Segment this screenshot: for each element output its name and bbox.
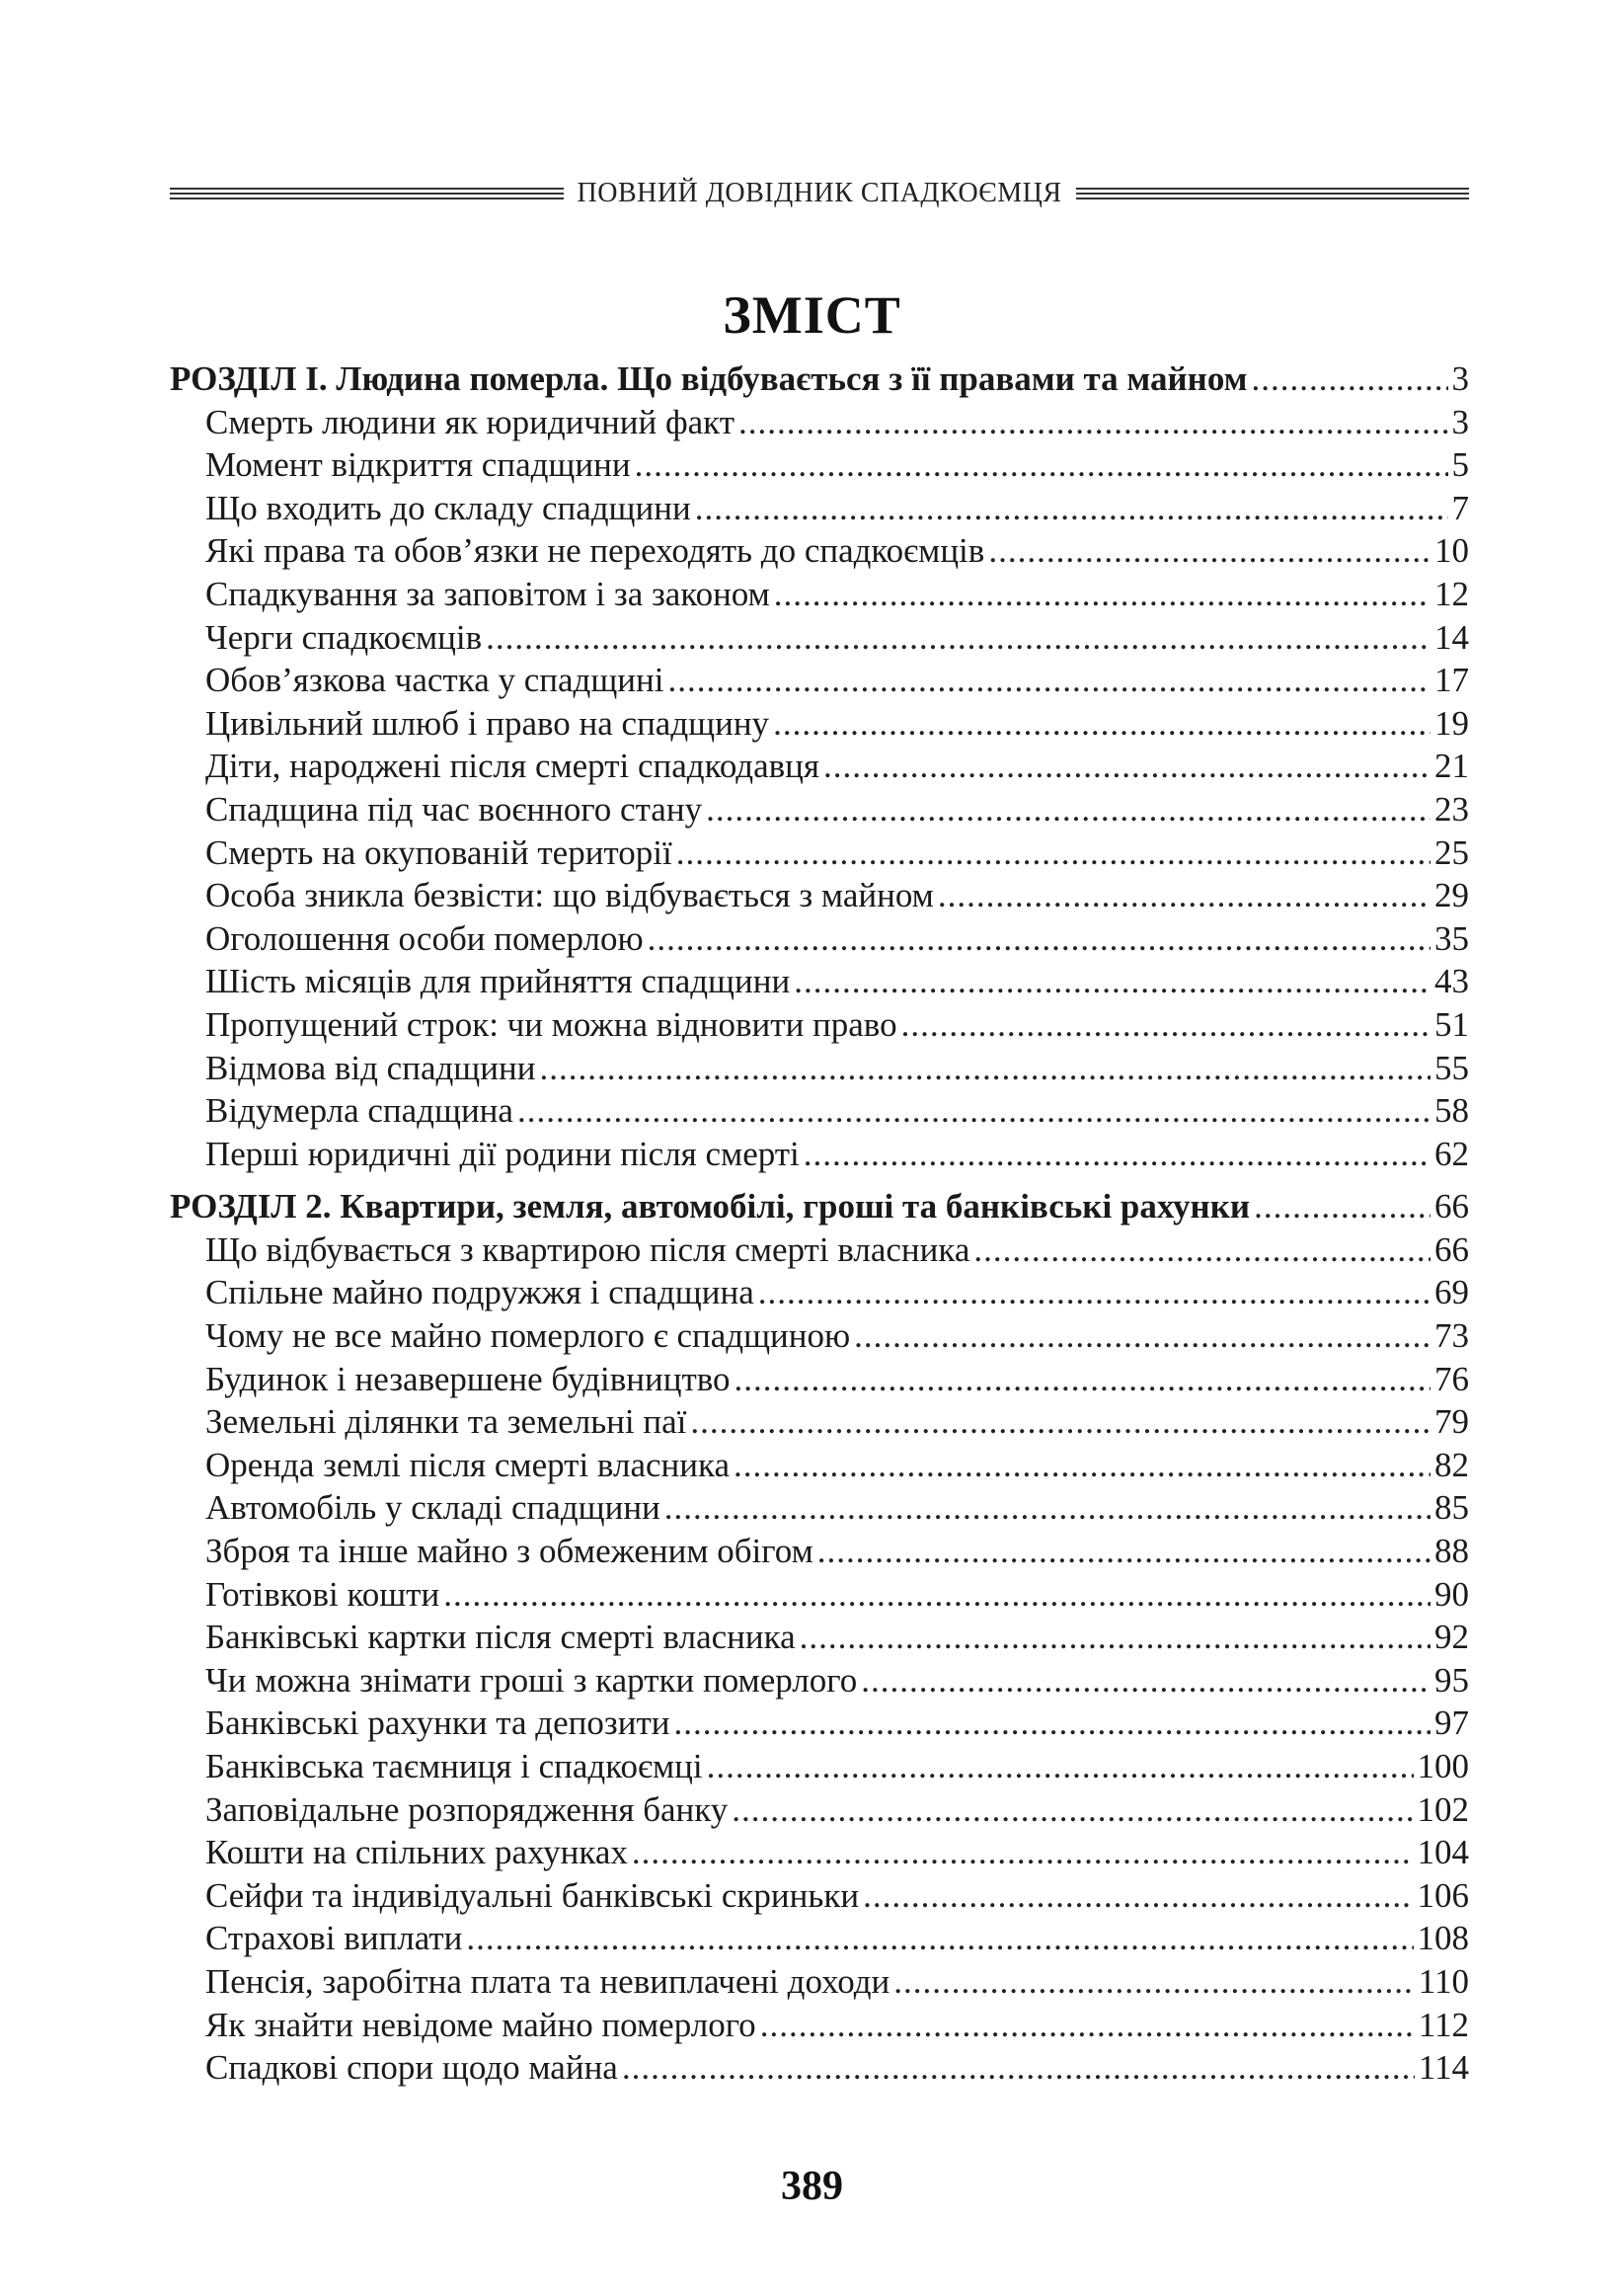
dot-leader: [622, 2046, 1415, 2090]
toc-entry: [170, 1089, 1469, 1133]
toc-entry-label: Чи можна знімати гроші з картки померлого: [205, 1660, 858, 1700]
toc-entry-label: Спадщина під час воєнного стану: [205, 789, 703, 829]
running-header: [170, 176, 1469, 211]
toc-entry: [170, 788, 1469, 831]
toc-entry: [170, 1271, 1469, 1314]
toc-entry: [170, 443, 1469, 487]
toc-entry-label: Спільне майно подружжя і спадщина: [205, 1273, 754, 1312]
toc-entry-label: Автомобіль у складі спадщини: [205, 1488, 660, 1528]
toc-entry-page: 85: [1434, 1488, 1469, 1528]
toc-section-heading-label: РОЗДІЛ 2. Квартири, земля, автомобілі, гроші та банківські рахунки: [170, 1187, 1251, 1227]
dot-leader: [823, 745, 1431, 788]
toc-section-heading-page: 66: [1434, 1187, 1469, 1227]
toc-section-heading: [170, 357, 1469, 401]
toc-entry-page: 76: [1434, 1359, 1469, 1398]
toc-entry: [170, 1400, 1469, 1444]
toc-entry-label: Будинок і незавершене будівництво: [205, 1359, 731, 1398]
toc-entry: [170, 1530, 1469, 1573]
toc-entry-label: Банківська таємниця і спадкоємці: [205, 1747, 703, 1785]
toc-entry-page: 79: [1434, 1402, 1469, 1442]
toc-entry-page: 110: [1418, 1961, 1469, 2001]
toc-entry: [170, 1788, 1469, 1832]
toc-entry: [170, 1960, 1469, 2004]
toc-entry-label: Що входить до складу спадщини: [205, 488, 691, 527]
dot-leader: [901, 1003, 1431, 1047]
dot-leader: [517, 1089, 1431, 1133]
toc-entry: [170, 1831, 1469, 1874]
toc-section-heading-label: РОЗДІЛ І. Людина померла. Що відбувається з її правами та майном: [170, 359, 1248, 398]
toc-entry-page: 25: [1434, 832, 1469, 872]
toc-entry-page: 7: [1451, 488, 1469, 527]
toc-entry: [170, 2004, 1469, 2047]
toc-entry-page: 73: [1434, 1316, 1469, 1356]
dot-leader: [690, 1400, 1431, 1444]
dot-leader: [695, 487, 1448, 530]
toc-entry-page: 23: [1434, 789, 1469, 829]
toc-entry-label: Зброя та інше майно з обмеженим обігом: [205, 1532, 813, 1571]
toc-entry-label: Діти, народжені після смерті спадкодавця: [205, 747, 820, 786]
toc-entry-page: 95: [1434, 1660, 1469, 1700]
toc-entry-page: 62: [1434, 1134, 1469, 1173]
toc-entry-page: 5: [1451, 445, 1469, 485]
toc-entry-page: 90: [1434, 1574, 1469, 1614]
dot-leader: [854, 1314, 1431, 1358]
toc-entry-label: Які права та обов’язки не переходять до спадкоємців: [205, 531, 985, 571]
dot-leader: [861, 1659, 1431, 1702]
dot-leader: [735, 1358, 1431, 1401]
toc-entry: [170, 960, 1469, 1003]
toc-entry-page: 55: [1434, 1048, 1469, 1087]
dot-leader: [466, 1917, 1413, 1960]
page-number: 389: [781, 2164, 843, 2209]
toc-entry: [170, 2046, 1469, 2090]
toc-entry: [170, 1358, 1469, 1401]
dot-leader: [1252, 357, 1448, 401]
dot-leader: [738, 401, 1447, 444]
toc-entry: [170, 529, 1469, 573]
toc-entry-label: Як знайти невідоме майно померлого: [205, 2005, 756, 2044]
toc-entry: [170, 1659, 1469, 1702]
toc-entry: [170, 659, 1469, 702]
toc-entry-page: 29: [1434, 876, 1469, 915]
dot-leader: [648, 917, 1431, 961]
toc-entry-page: 12: [1434, 574, 1469, 613]
toc-entry-page: 106: [1417, 1875, 1469, 1915]
toc-title: ЗМІСТ: [723, 285, 901, 345]
dot-leader: [486, 616, 1431, 660]
toc-entry: [170, 1874, 1469, 1918]
table-of-contents: [170, 357, 1469, 2090]
toc-entry-label: Оренда землі після смерті власника: [205, 1445, 730, 1484]
toc-entry: [170, 1573, 1469, 1617]
toc-entry: [170, 401, 1469, 444]
toc-entry: [170, 1486, 1469, 1530]
toc-entry: [170, 1702, 1469, 1745]
toc-entry-label: Спадкування за заповітом і за законом: [205, 574, 770, 613]
dot-leader: [734, 1444, 1431, 1487]
dot-leader: [707, 1745, 1414, 1788]
toc-entry: [170, 1133, 1469, 1176]
toc-entry-page: 102: [1417, 1789, 1469, 1829]
dot-leader: [988, 529, 1431, 573]
toc-section-heading-page: 3: [1451, 359, 1469, 398]
toc-entry-label: Земельні ділянки та земельні паї: [205, 1402, 687, 1442]
toc-entry: [170, 917, 1469, 961]
toc-entry-page: 51: [1434, 1004, 1469, 1044]
dot-leader: [706, 788, 1431, 831]
dot-leader: [732, 1788, 1413, 1832]
dot-leader: [635, 443, 1448, 487]
dot-leader: [893, 1960, 1415, 2004]
toc-entry: [170, 1444, 1469, 1487]
toc-entry-page: 108: [1417, 1919, 1469, 1958]
toc-entry-page: 21: [1434, 747, 1469, 786]
dot-leader: [794, 960, 1431, 1003]
dot-leader: [664, 1486, 1431, 1530]
toc-entry-label: Банківські рахунки та депозити: [205, 1703, 670, 1743]
toc-entry-page: 3: [1451, 402, 1469, 441]
dot-leader: [632, 1831, 1414, 1874]
dot-leader: [673, 1702, 1431, 1745]
toc-entry-page: 100: [1417, 1747, 1469, 1785]
toc-entry: [170, 616, 1469, 660]
toc-entry: [170, 487, 1469, 530]
toc-entry-page: 17: [1434, 661, 1469, 700]
toc-entry: [170, 1003, 1469, 1047]
toc-entry-label: Що відбувається з квартирою після смерті власника: [205, 1229, 970, 1269]
toc-entry-label: Пенсія, заробітна плата та невиплачені доходи: [205, 1961, 890, 2001]
toc-entry-page: 114: [1418, 2048, 1469, 2088]
toc-entry: [170, 1047, 1469, 1090]
toc-entry-page: 97: [1434, 1703, 1469, 1743]
toc-entry-label: Відмова від спадщини: [205, 1048, 536, 1087]
toc-entry-page: 66: [1434, 1229, 1469, 1269]
toc-entry-page: 58: [1434, 1091, 1469, 1131]
toc-entry: [170, 1228, 1469, 1272]
toc-entry-page: 43: [1434, 962, 1469, 1001]
toc-entry-label: Оголошення особи померлою: [205, 918, 644, 958]
toc-entry-label: Страхові виплати: [205, 1919, 463, 1958]
toc-entry-label: Чому не все майно померлого є спадщиною: [205, 1316, 851, 1356]
toc-entry-label: Перші юридичні дії родини після смерті: [205, 1134, 800, 1173]
toc-entry-label: Цивільний шлюб і право на спадщину: [205, 703, 770, 743]
dot-leader: [938, 874, 1431, 917]
dot-leader: [973, 1228, 1431, 1272]
toc-entry-label: Сейфи та індивідуальні банківські скриньки: [205, 1875, 860, 1915]
dot-leader: [676, 831, 1431, 875]
toc-entry: [170, 1616, 1469, 1659]
dot-leader: [773, 702, 1431, 746]
toc-entry-label: Черги спадкоємців: [205, 617, 483, 657]
toc-entry-label: Момент відкриття спадщини: [205, 445, 631, 485]
toc-entry-page: 19: [1434, 703, 1469, 743]
toc-section-heading: [170, 1185, 1469, 1228]
dot-leader: [539, 1047, 1431, 1090]
dot-leader: [800, 1616, 1431, 1659]
toc-entry-label: Смерть на окупованій території: [205, 832, 672, 872]
toc-entry-page: 69: [1434, 1273, 1469, 1312]
dot-leader: [863, 1874, 1413, 1918]
dot-leader: [774, 573, 1431, 616]
toc-entry: [170, 874, 1469, 917]
toc-entry-label: Кошти на спільних рахунках: [205, 1833, 628, 1872]
toc-entry-page: 35: [1434, 918, 1469, 958]
toc-entry-page: 88: [1434, 1532, 1469, 1571]
toc-entry-label: Готівкові кошти: [205, 1574, 440, 1614]
toc-entry: [170, 745, 1469, 788]
toc-entry-page: 92: [1434, 1618, 1469, 1657]
dot-leader: [443, 1573, 1431, 1617]
toc-entry: [170, 831, 1469, 875]
toc-entry-page: 104: [1417, 1833, 1469, 1872]
toc-entry: [170, 1917, 1469, 1960]
dot-leader: [760, 2004, 1415, 2047]
header-rule-left: [170, 188, 564, 199]
toc-entry-page: 10: [1434, 531, 1469, 571]
toc-entry: [170, 573, 1469, 616]
header-rule-right: [1076, 188, 1470, 199]
toc-entry: [170, 1314, 1469, 1358]
toc-entry-label: Шість місяців для прийняття спадщини: [205, 962, 791, 1001]
toc-entry-page: 82: [1434, 1445, 1469, 1484]
dot-leader: [758, 1271, 1431, 1314]
toc-entry-page: 112: [1418, 2005, 1469, 2044]
toc-entry-label: Обов’язкова частка у спадщині: [205, 661, 664, 700]
toc-entry-label: Смерть людини як юридичний факт: [205, 402, 735, 441]
dot-leader: [804, 1133, 1431, 1176]
dot-leader: [668, 659, 1431, 702]
toc-entry-page: 14: [1434, 617, 1469, 657]
running-title: ПОВНИЙ ДОВІДНИК СПАДКОЄМЦЯ: [577, 178, 1062, 208]
toc-entry-label: Пропущений строк: чи можна відновити право: [205, 1004, 897, 1044]
toc-entry: [170, 1745, 1469, 1788]
toc-entry-label: Спадкові спори щодо майна: [205, 2048, 618, 2088]
toc-entry-label: Заповідальне розпорядження банку: [205, 1789, 729, 1829]
toc-entry: [170, 702, 1469, 746]
toc-entry-label: Банківські картки після смерті власника: [205, 1618, 796, 1657]
dot-leader: [817, 1530, 1431, 1573]
toc-entry-label: Відумерла спадщина: [205, 1091, 513, 1131]
dot-leader: [1254, 1185, 1431, 1228]
toc-entry-label: Особа зникла безвісти: що відбувається з майном: [205, 876, 934, 915]
